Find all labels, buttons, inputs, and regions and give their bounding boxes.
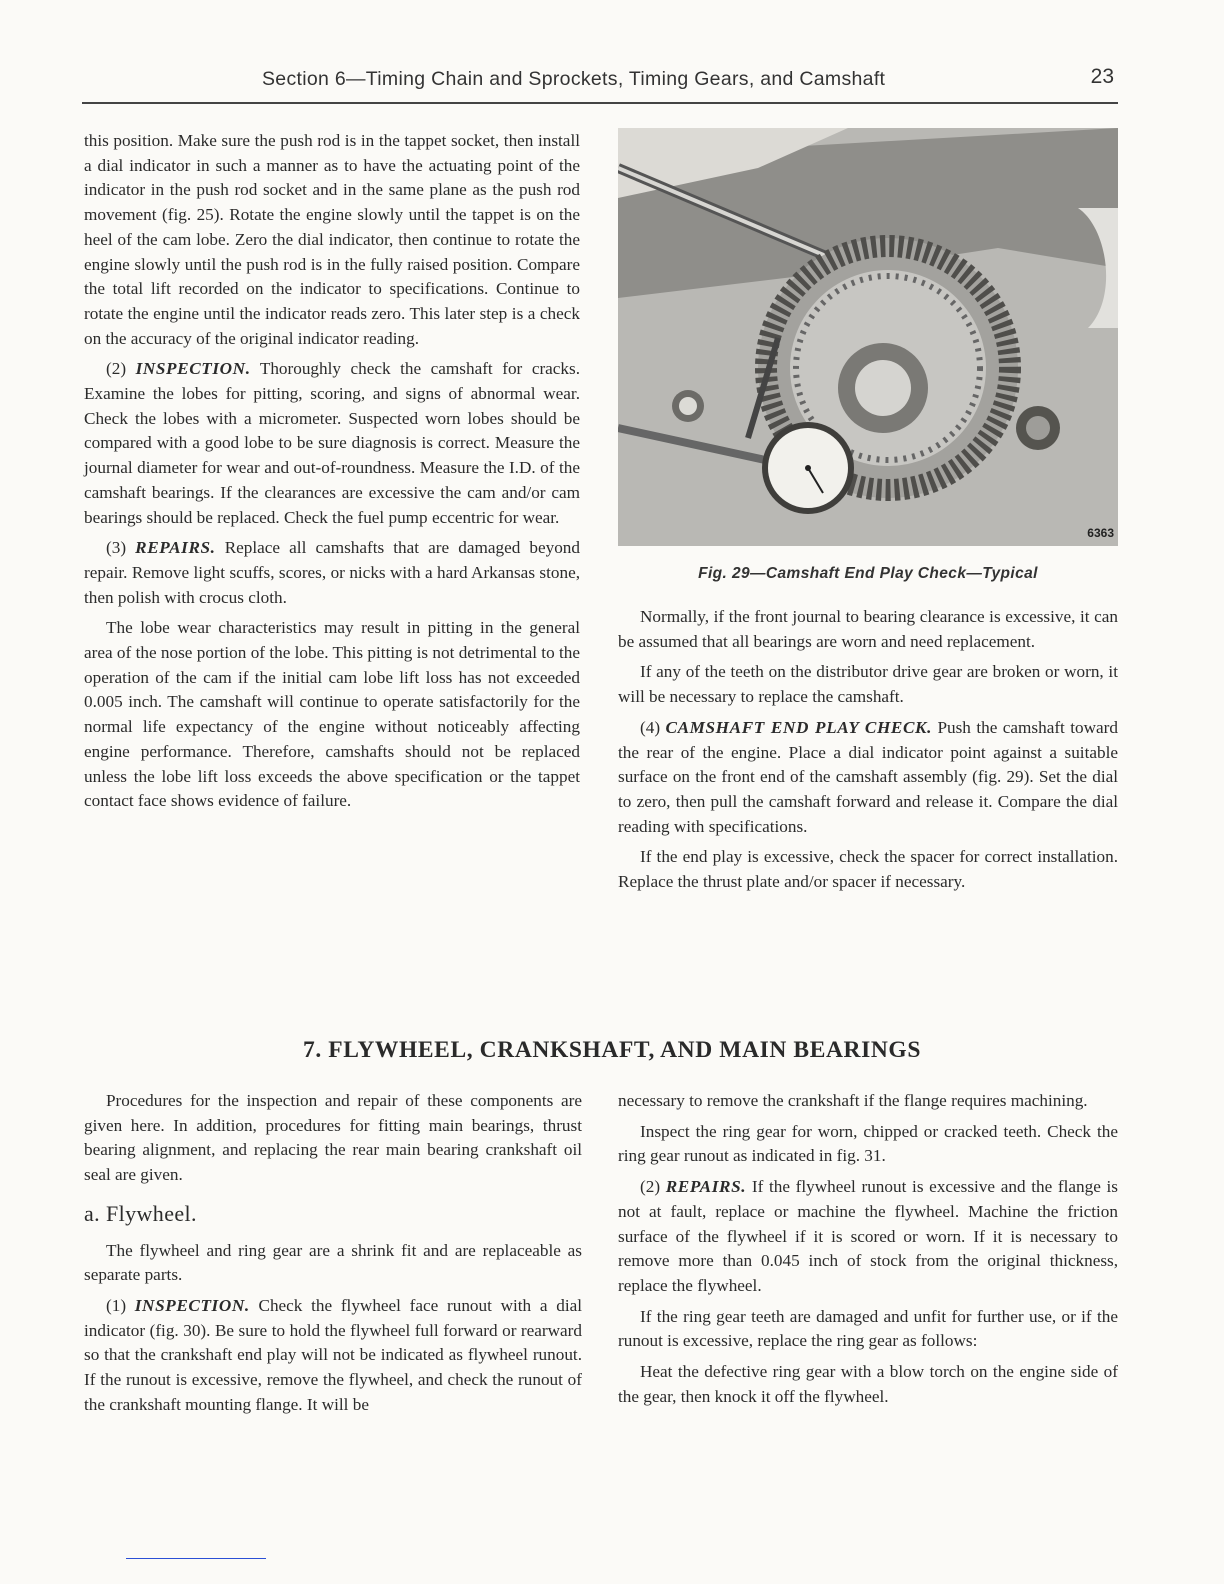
camshaft-photo-illustration: [618, 128, 1118, 546]
section-title: Section 6—Timing Chain and Sprockets, Timing Gears, and Camshaft: [262, 68, 886, 90]
item-number: (2): [106, 359, 136, 379]
page-number: 23: [1090, 65, 1114, 88]
item-keyword: REPAIRS.: [665, 1177, 747, 1197]
column-left-top: [84, 129, 580, 820]
column-right-top: [618, 605, 1118, 901]
subsection-heading: a. Flywheel.: [84, 1200, 197, 1226]
paragraph-inspection: [84, 1294, 582, 1418]
paragraph: If any of the teeth on the distributor drive gear are broken or worn, it will be necessary to replace the camshaft.: [618, 662, 1118, 707]
paragraph-end-play-check: [618, 716, 1118, 840]
item-number: (4): [640, 717, 666, 737]
column-left-bottom: [84, 1089, 582, 1423]
paragraph-repairs: [618, 1175, 1118, 1299]
paragraph: Inspect the ring gear for worn, chipped or cracked teeth. Check the ring gear runout as indicated in fig. 31.: [618, 1121, 1118, 1166]
item-text: Push the camshaft toward the rear of the engine. Place a dial indicator point against a suitable surface on the front end of the camshaft assembly (fig. 29). Set the dial to zero, then pull the camshaft forward and release it. Compare the dial reading with specifications.: [618, 717, 1118, 836]
figure-caption: Fig. 29—Camshaft End Play Check—Typical: [698, 565, 1038, 582]
item-keyword: REPAIRS.: [135, 538, 216, 558]
item-text: If the flywheel runout is excessive and the flange is not at fault, replace or machine the flywheel. Machine the friction surface of the flywheel if it is scored or worn. If it is necessary to remove more than 0.045 inch of stock from the original thickness, replace the flywheel.: [618, 1177, 1118, 1295]
item-keyword: INSPECTION.: [135, 359, 251, 379]
figure-number-label: 6363: [1087, 526, 1114, 540]
item-number: (2): [640, 1177, 666, 1197]
paragraph: necessary to remove the crankshaft if the flange requires machining.: [618, 1091, 1088, 1110]
paragraph: Heat the defective ring gear with a blow torch on the engine side of the gear, then knock it off the flywheel.: [618, 1362, 1118, 1406]
paragraph: The flywheel and ring gear are a shrink fit and are replaceable as separate parts.: [84, 1240, 582, 1285]
paragraph: The lobe wear characteristics may result in pitting in the general area of the nose portion of the lobe. This pitting is not detrimental to the operation of the cam if the initial cam lobe lift loss has not exceeded 0.005 inch. The camshaft will continue to operate satisfactorily for the normal life expectancy of the engine without noticeably affecting engine performance. Therefore, camshafts should not be replaced unless the lobe lift loss exceeds the above specification or the tappet contact face shows evidence of failure.: [84, 618, 580, 811]
paragraph: Normally, if the front journal to bearing clearance is excessive, it can be assumed that all bearings are worn and need replacement.: [618, 607, 1118, 651]
footnote-rule: [126, 1558, 266, 1559]
item-keyword: INSPECTION.: [134, 1295, 250, 1315]
item-keyword: CAMSHAFT END PLAY CHECK.: [665, 717, 932, 737]
paragraph: If the ring gear teeth are damaged and unfit for further use, or if the runout is excessive, replace the ring gear as follows:: [618, 1306, 1118, 1351]
paragraph: Procedures for the inspection and repair of these components are given here. In addition, procedures for fitting main bearings, thrust bearing alignment, and replacing the rear main bearing crankshaft oil seal are given.: [84, 1091, 582, 1185]
item-number: (3): [106, 538, 136, 558]
item-number: (1): [106, 1295, 135, 1315]
item-text: Replace all camshafts that are damaged beyond repair. Remove light scuffs, scores, or nicks with a hard Arkansas stone, then polish with crocus cloth.: [84, 538, 580, 607]
figure-photo: [618, 128, 1118, 546]
item-text: Thoroughly check the camshaft for cracks. Examine the lobes for pitting, scoring, and signs of abnormal wear. Check the lobes with a micrometer. Suspected worn lobes should be compared with a good lobe to be sure diagnosis is correct. Measure the journal diameter for wear and out-of-roundness. Measure the I.D. of the camshaft bearings. If the clearances are excessive the cam and/or cam bearings should be replaced. Check the fuel pump eccentric for wear.: [84, 359, 581, 527]
paragraph: this position. Make sure the push rod is in the tappet socket, then install a dial indicator in such a manner as to have the actuating point of the indicator in the push rod socket and in the same plane as the push rod movement (fig. 25). Rotate the engine slowly until the tappet is on the heel of the cam lobe. Zero the dial indicator, then continue to rotate the engine slowly until the push rod is in the fully raised position. Compare the total lift recorded on the indicator to specifications. Continue to rotate the engine until the indicator reads zero. This later step is a check on the accuracy of the original indicator reading.: [84, 131, 580, 348]
paragraph-inspection: [84, 357, 580, 530]
column-right-bottom: [618, 1089, 1118, 1415]
paragraph: If the end play is excessive, check the spacer for correct installation. Replace the thrust plate and/or spacer if necessary.: [618, 847, 1118, 892]
section-heading: 7. FLYWHEEL, CRANKSHAFT, AND MAIN BEARINGS: [302, 1037, 921, 1063]
paragraph-repairs: [84, 536, 580, 610]
page-header: [82, 62, 1118, 104]
item-text: Check the flywheel face runout with a dial indicator (fig. 30). Be sure to hold the flywheel full forward or rearward so that the crankshaft end play will not be indicated as flywheel runout. If the runout is excessive, remove the flywheel, and check the runout of the crankshaft mounting flange. It will be: [84, 1295, 582, 1414]
